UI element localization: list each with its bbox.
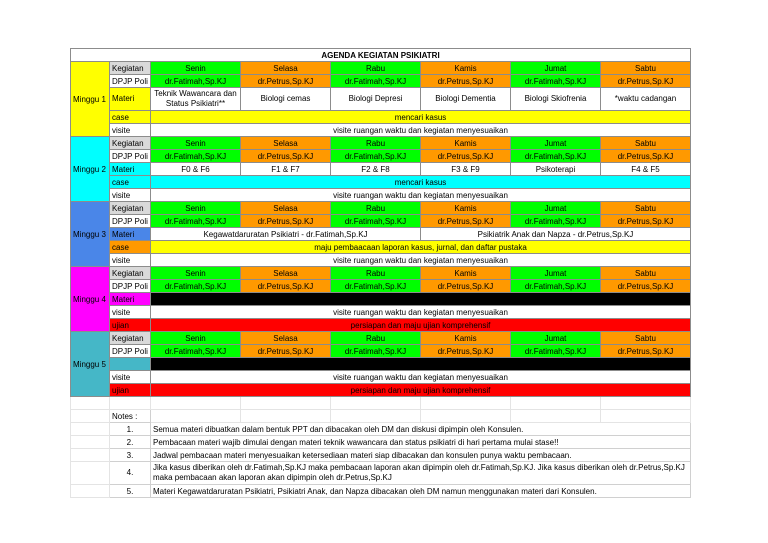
day-selasa: Selasa — [241, 332, 331, 345]
day-senin: Senin — [151, 267, 241, 280]
schedule-sheet — [70, 48, 691, 498]
visite-cell: visite ruangan waktu dan kegiatan menyesuaikan — [151, 124, 691, 137]
week1-case-row — [71, 111, 691, 124]
doctor-cell: dr.Petrus,Sp.KJ — [241, 215, 331, 228]
week3-kegiatan-row — [71, 202, 691, 215]
row-label-visite: visite — [110, 306, 151, 319]
day-senin: Senin — [151, 137, 241, 150]
materi-cell: F0 & F6 — [151, 163, 241, 176]
materi-cell: Biologi Depresi — [331, 88, 421, 111]
day-rabu: Rabu — [331, 62, 421, 75]
day-sabtu: Sabtu — [601, 202, 691, 215]
week4-label: Minggu 4 — [71, 267, 110, 332]
note-row — [71, 485, 691, 498]
row-label-kegiatan: Kegiatan — [110, 202, 151, 215]
week4-kegiatan-row — [71, 267, 691, 280]
week5-dpjp-row — [71, 345, 691, 358]
notes-heading: Notes : — [110, 410, 151, 423]
week5-label: Minggu 5 — [71, 332, 110, 397]
week2-kegiatan-row — [71, 137, 691, 150]
ujian-cell: persiapan dan maju ujian komprehensif — [151, 319, 691, 332]
doctor-cell: dr.Petrus,Sp.KJ — [601, 280, 691, 293]
spacer-row — [71, 397, 691, 410]
day-senin: Senin — [151, 332, 241, 345]
case-cell: mencari kasus — [151, 111, 691, 124]
day-rabu: Rabu — [331, 137, 421, 150]
day-kamis: Kamis — [421, 137, 511, 150]
day-rabu: Rabu — [331, 332, 421, 345]
note-number: 1. — [110, 423, 151, 436]
doctor-cell: dr.Petrus,Sp.KJ — [241, 345, 331, 358]
note-text: Semua materi dibuatkan dalam bentuk PPT dan dibacakan oleh DM dan diskusi dipimpin oleh Konsulen. — [151, 423, 691, 436]
week3-case-row — [71, 241, 691, 254]
day-jumat: Jumat — [511, 137, 601, 150]
row-label-case: case — [110, 111, 151, 124]
row-label-kegiatan: Kegiatan — [110, 267, 151, 280]
day-sabtu: Sabtu — [601, 62, 691, 75]
row-label-kegiatan: Kegiatan — [110, 62, 151, 75]
week2-visite-row — [71, 189, 691, 202]
materi-cell-kegawatdaruratan: Kegawatdaruratan Psikiatri - dr.Fatimah,Sp.KJ — [151, 228, 421, 241]
day-selasa: Selasa — [241, 267, 331, 280]
visite-cell: visite ruangan waktu dan kegiatan menyesuaikan — [151, 306, 691, 319]
row-label-dpjp: DPJP Poli — [110, 150, 151, 163]
row-label-case: case — [110, 176, 151, 189]
day-jumat: Jumat — [511, 62, 601, 75]
day-sabtu: Sabtu — [601, 267, 691, 280]
day-jumat: Jumat — [511, 332, 601, 345]
doctor-cell: dr.Fatimah,Sp.KJ — [331, 280, 421, 293]
week2-label: Minggu 2 — [71, 137, 110, 202]
doctor-cell: dr.Fatimah,Sp.KJ — [151, 345, 241, 358]
note-text: Jika kasus diberikan oleh dr.Fatimah,Sp.KJ maka pembacaan laporan akan dipimpin oleh dr.Fatimah,Sp.KJ. Jika kasus diberikan oleh dr.Petrus,Sp.KJ maka pembacaan akan laporan akan dipimpin oleh dr.Petrus,Sp.KJ — [151, 462, 691, 485]
week1-label: Minggu 1 — [71, 62, 110, 137]
doctor-cell: dr.Petrus,Sp.KJ — [241, 150, 331, 163]
visite-cell: visite ruangan waktu dan kegiatan menyesuaikan — [151, 254, 691, 267]
title-row — [71, 49, 691, 62]
day-kamis: Kamis — [421, 332, 511, 345]
materi-cell-anak-napza: Psikiatrik Anak dan Napza - dr.Petrus,Sp.KJ — [421, 228, 691, 241]
doctor-cell: dr.Petrus,Sp.KJ — [241, 280, 331, 293]
week4-visite-row — [71, 306, 691, 319]
week1-visite-row — [71, 124, 691, 137]
visite-cell: visite ruangan waktu dan kegiatan menyesuaikan — [151, 371, 691, 384]
doctor-cell: dr.Fatimah,Sp.KJ — [151, 215, 241, 228]
row-label-visite: visite — [110, 189, 151, 202]
doctor-cell: dr.Petrus,Sp.KJ — [421, 215, 511, 228]
day-kamis: Kamis — [421, 62, 511, 75]
row-label-case: case — [110, 241, 151, 254]
row-label-ujian: ujian — [110, 319, 151, 332]
note-text: Materi Kegawatdaruratan Psikiatri, Psikiatri Anak, dan Napza dibacakan oleh DM namun menggunakan materi dari Konsulen. — [151, 485, 691, 498]
notes-heading-row — [71, 410, 691, 423]
week2-dpjp-row — [71, 150, 691, 163]
note-text: Pembacaan materi wajib dimulai dengan materi teknik wawancara dan status psikiatri di hari pertama mulai stase!! — [151, 436, 691, 449]
row-label-visite: visite — [110, 124, 151, 137]
note-number: 5. — [110, 485, 151, 498]
agenda-table — [70, 48, 691, 498]
materi-cell: F1 & F7 — [241, 163, 331, 176]
materi-cell: Psikoterapi — [511, 163, 601, 176]
row-label-ujian: ujian — [110, 384, 151, 397]
row-label-dpjp: DPJP Poli — [110, 75, 151, 88]
week3-label: Minggu 3 — [71, 202, 110, 267]
materi-cell: F3 & F9 — [421, 163, 511, 176]
week1-materi-row — [71, 88, 691, 111]
doctor-cell: dr.Petrus,Sp.KJ — [601, 215, 691, 228]
week5-blank-row — [71, 358, 691, 371]
materi-blackout-cell — [151, 293, 691, 306]
day-sabtu: Sabtu — [601, 332, 691, 345]
note-number: 2. — [110, 436, 151, 449]
week4-dpjp-row — [71, 280, 691, 293]
visite-cell: visite ruangan waktu dan kegiatan menyesuaikan — [151, 189, 691, 202]
row-label-materi: Materi — [110, 293, 151, 306]
week2-materi-row — [71, 163, 691, 176]
doctor-cell: dr.Fatimah,Sp.KJ — [511, 150, 601, 163]
day-rabu: Rabu — [331, 267, 421, 280]
row-label-materi: Materi — [110, 88, 151, 111]
day-rabu: Rabu — [331, 202, 421, 215]
note-row — [71, 436, 691, 449]
day-sabtu: Sabtu — [601, 137, 691, 150]
row-label-kegiatan: Kegiatan — [110, 332, 151, 345]
doctor-cell: dr.Petrus,Sp.KJ — [601, 345, 691, 358]
day-kamis: Kamis — [421, 202, 511, 215]
row-label-visite: visite — [110, 254, 151, 267]
day-jumat: Jumat — [511, 267, 601, 280]
materi-cell: Biologi cemas — [241, 88, 331, 111]
doctor-cell: dr.Petrus,Sp.KJ — [421, 150, 511, 163]
ujian-cell: persiapan dan maju ujian komprehensif — [151, 384, 691, 397]
week3-dpjp-row — [71, 215, 691, 228]
materi-blackout-cell — [151, 358, 691, 371]
day-senin: Senin — [151, 202, 241, 215]
day-jumat: Jumat — [511, 202, 601, 215]
note-text: Jadwal pembacaan materi menyesuaikan ketersediaan materi siap dibacakan dan konsulen punya waktu pembacaan. — [151, 449, 691, 462]
materi-cell: *waktu cadangan — [601, 88, 691, 111]
doctor-cell: dr.Fatimah,Sp.KJ — [151, 280, 241, 293]
doctor-cell: dr.Fatimah,Sp.KJ — [511, 280, 601, 293]
materi-cell: F4 & F5 — [601, 163, 691, 176]
row-label-dpjp: DPJP Poli — [110, 215, 151, 228]
row-label-dpjp: DPJP Poli — [110, 345, 151, 358]
week3-materi-row — [71, 228, 691, 241]
table-title: AGENDA KEGIATAN PSIKIATRI — [71, 49, 691, 62]
week5-visite-row — [71, 371, 691, 384]
day-selasa: Selasa — [241, 137, 331, 150]
week4-ujian-row — [71, 319, 691, 332]
row-label-kegiatan: Kegiatan — [110, 137, 151, 150]
doctor-cell: dr.Fatimah,Sp.KJ — [151, 150, 241, 163]
doctor-cell: dr.Fatimah,Sp.KJ — [511, 75, 601, 88]
doctor-cell: dr.Fatimah,Sp.KJ — [331, 150, 421, 163]
note-number: 3. — [110, 449, 151, 462]
doctor-cell: dr.Fatimah,Sp.KJ — [511, 215, 601, 228]
row-label-materi: Materi — [110, 163, 151, 176]
week2-case-row — [71, 176, 691, 189]
case-cell: maju pembaacaan laporan kasus, jurnal, dan daftar pustaka — [151, 241, 691, 254]
row-label-materi: Materi — [110, 228, 151, 241]
doctor-cell: dr.Fatimah,Sp.KJ — [331, 215, 421, 228]
doctor-cell: dr.Fatimah,Sp.KJ — [151, 75, 241, 88]
doctor-cell: dr.Petrus,Sp.KJ — [421, 75, 511, 88]
case-cell: mencari kasus — [151, 176, 691, 189]
note-row — [71, 462, 691, 485]
materi-cell: F2 & F8 — [331, 163, 421, 176]
doctor-cell: dr.Petrus,Sp.KJ — [601, 150, 691, 163]
doctor-cell: dr.Fatimah,Sp.KJ — [511, 345, 601, 358]
doctor-cell: dr.Fatimah,Sp.KJ — [331, 345, 421, 358]
week3-visite-row — [71, 254, 691, 267]
materi-cell: Biologi Skiofrenia — [511, 88, 601, 111]
doctor-cell: dr.Petrus,Sp.KJ — [421, 345, 511, 358]
week5-ujian-row — [71, 384, 691, 397]
materi-cell: Biologi Dementia — [421, 88, 511, 111]
note-row — [71, 449, 691, 462]
week1-kegiatan-row — [71, 62, 691, 75]
day-senin: Senin — [151, 62, 241, 75]
row-label-blank — [110, 358, 151, 371]
doctor-cell: dr.Petrus,Sp.KJ — [421, 280, 511, 293]
row-label-dpjp: DPJP Poli — [110, 280, 151, 293]
day-kamis: Kamis — [421, 267, 511, 280]
note-number: 4. — [110, 462, 151, 485]
week1-dpjp-row — [71, 75, 691, 88]
week4-materi-row — [71, 293, 691, 306]
doctor-cell: dr.Petrus,Sp.KJ — [601, 75, 691, 88]
materi-cell: Teknik Wawancara dan Status Psikiatri** — [151, 88, 241, 111]
day-selasa: Selasa — [241, 202, 331, 215]
doctor-cell: dr.Fatimah,Sp.KJ — [331, 75, 421, 88]
note-row — [71, 423, 691, 436]
row-label-visite: visite — [110, 371, 151, 384]
week5-kegiatan-row — [71, 332, 691, 345]
doctor-cell: dr.Petrus,Sp.KJ — [241, 75, 331, 88]
day-selasa: Selasa — [241, 62, 331, 75]
